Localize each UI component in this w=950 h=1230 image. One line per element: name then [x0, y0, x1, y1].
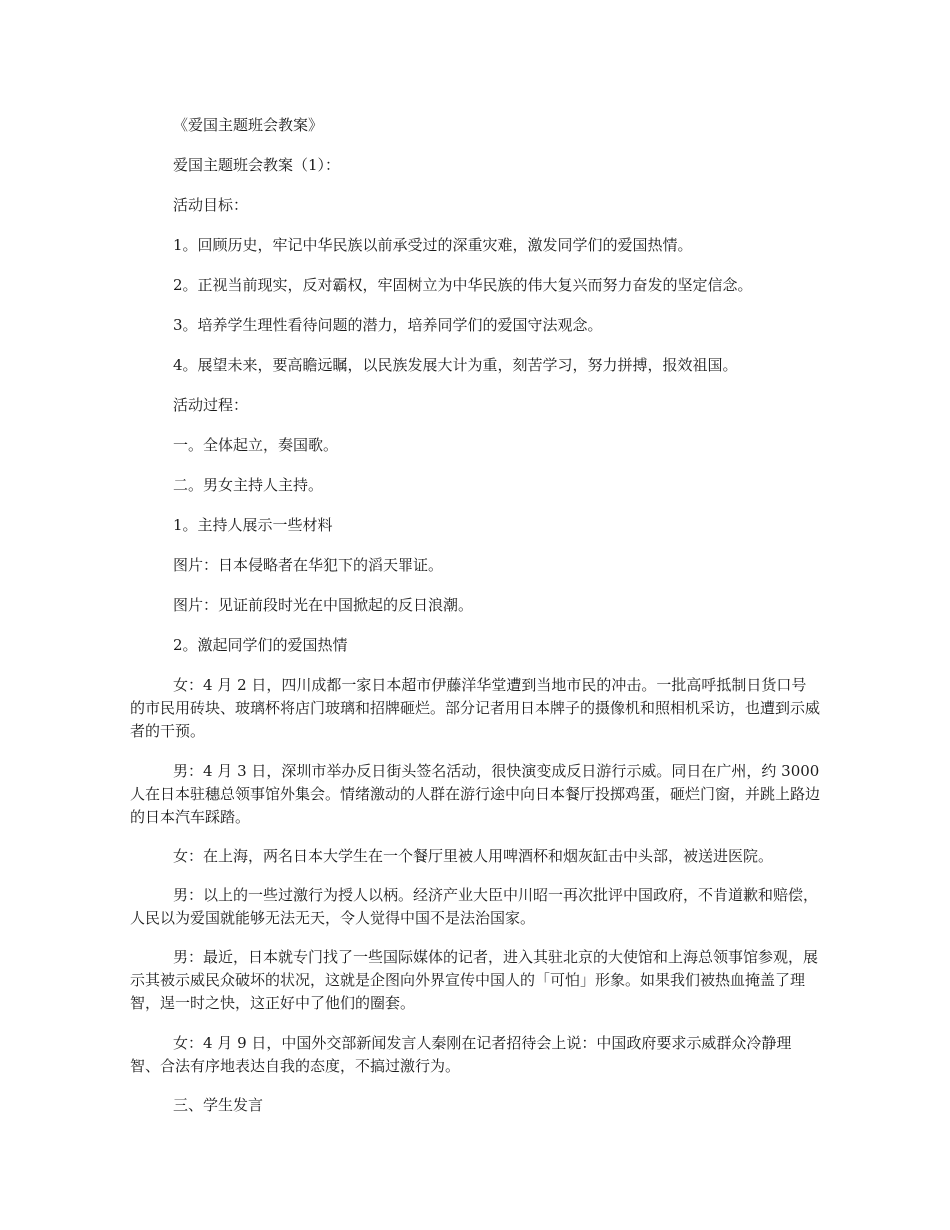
dialogue-paragraph-2: 男：4 月 3 日，深圳市举办反日街头签名活动，很快演变成反日游行示威。同日在广州，约 3000 人在日本驻穗总领事馆外集会。情绪激动的人群在游行途中向日本餐厅投掷鸡蛋，砸烂门窗，并跳上路边的日本汽车踩踏。 [130, 762, 821, 826]
dialogue-paragraph-6: 女：4 月 9 日，中国外交部新闻发言人秦刚在记者招待会上说：中国政府要求示威群众冷静理智、合法有序地表达自我的态度，不搞过激行为。 [130, 1034, 792, 1075]
sub-step-2: 2。激起同学们的爱国热情 [173, 636, 348, 654]
document-title: 《爱国主题班会教案》 [173, 116, 324, 134]
dialogue-paragraph-5: 男：最近，日本就专门找了一些国际媒体的记者，进入其驻北京的大使馆和上海总领事馆参观，展示其被示威民众破坏的状况，这就是企图向外界宣传中国人的「可怕」形象。如果我们被热血掩盖了理智，逞一时之快，这正好中了他们的圈套。 [130, 948, 819, 1012]
goal-item-3: 3。培养学生理性看待问题的潜力，培养同学们的爱国守法观念。 [173, 316, 603, 334]
process-heading: 活动过程： [173, 396, 249, 414]
document-subtitle: 爱国主题班会教案（1）： [173, 156, 341, 174]
goal-item-1: 1。回顾历史，牢记中华民族以前承受过的深重灾难，激发同学们的爱国热情。 [173, 236, 693, 254]
step-3: 三、学生发言 [173, 1096, 264, 1114]
picture-caption-2: 图片：见证前段时光在中国掀起的反日浪潮。 [173, 596, 474, 614]
sub-step-1: 1。主持人展示一些材料 [173, 516, 333, 534]
dialogue-paragraph-4: 男：以上的一些过激行为授人以柄。经济产业大臣中川昭一再次批评中国政府，不肯道歉和赔偿，人民以为爱国就能够无法无天，令人觉得中国不是法治国家。 [130, 886, 819, 927]
goal-item-2: 2。正视当前现实，反对霸权，牢固树立为中华民族的伟大复兴而努力奋发的坚定信念。 [173, 276, 753, 294]
picture-caption-1: 图片：日本侵略者在华犯下的滔天罪证。 [173, 556, 444, 574]
step-1: 一。全体起立，奏国歌。 [173, 436, 339, 454]
step-2: 二。男女主持人主持。 [173, 476, 324, 494]
dialogue-paragraph-1: 女：4 月 2 日，四川成都一家日本超市伊藤洋华堂遭到当地市民的冲击。一批高呼抵制日货口号的市民用砖块、玻璃杯将店门玻璃和招牌砸烂。部分记者用日本牌子的摄像机和照相机采访，也遭到示威者的干预。 [130, 676, 821, 740]
goals-heading: 活动目标： [173, 196, 249, 214]
goal-item-4: 4。展望未来，要高瞻远瞩，以民族发展大计为重，刻苦学习，努力拼搏，报效祖国。 [173, 356, 738, 374]
dialogue-paragraph-3: 女：在上海，两名日本大学生在一个餐厅里被人用啤酒杯和烟灰缸击中头部，被送进医院。 [173, 847, 774, 865]
